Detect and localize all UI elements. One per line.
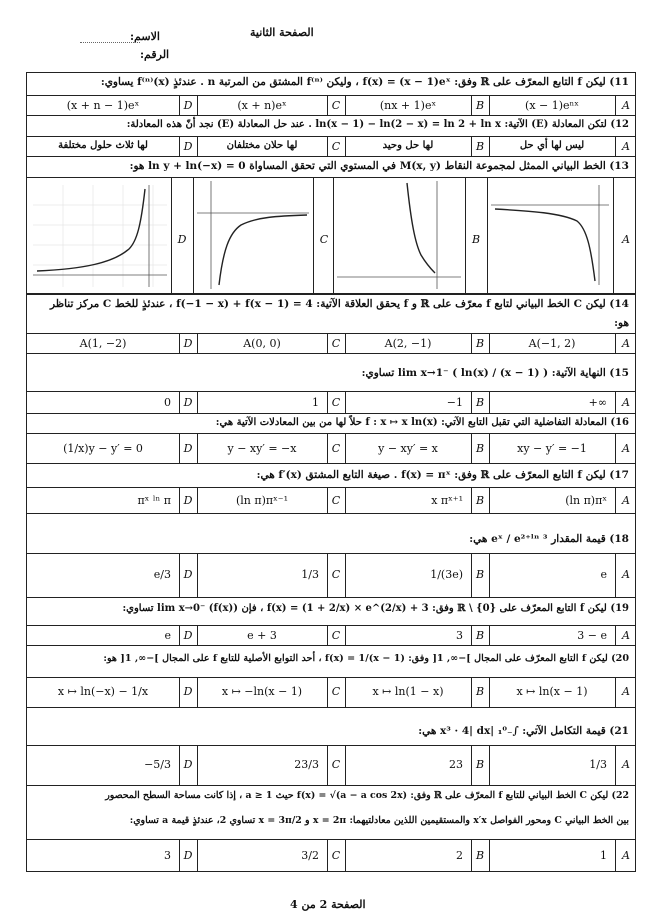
q14-option-a[interactable]: A(−1, 2) <box>528 337 576 350</box>
q14-letter-a: A <box>622 337 630 350</box>
q18-text: 18) قيمة المقدار eˣ / e²⁺ˡⁿ ³ هي: <box>469 533 629 545</box>
q21-option-a[interactable]: 1/3 <box>589 758 607 771</box>
page-title: الصفحة الثانية <box>250 26 314 39</box>
q15-letter-d: D <box>183 396 193 409</box>
q16-option-d[interactable]: (1/x)y − y′ = 0 <box>63 442 143 455</box>
q16-option-c[interactable]: y − xy′ = −x <box>227 442 297 455</box>
q13-letter-c: C <box>319 233 329 246</box>
q11-letter-b: B <box>475 99 485 112</box>
q12-option-b[interactable]: لها حل وحيد <box>382 140 434 151</box>
q18-letter-d: D <box>183 568 193 581</box>
q18-letter-b: B <box>475 568 485 581</box>
q13-text: 13) الخط البياني الممثل لمجموعة النقاط M(x, y) في المستوي التي تحقق المساواة ln y + ln(−x) = 0 هو: <box>129 160 629 172</box>
q17-option-d[interactable]: πˣ ˡⁿ π <box>137 494 171 507</box>
q13-graph-d[interactable] <box>33 185 167 287</box>
q15-letter-a: A <box>622 396 630 409</box>
q21-text: 21) قيمة التكامل الآتي: ∫₋₁⁰ |x³ · 4| dx هي: <box>418 725 629 737</box>
q11-letter-c: C <box>331 99 341 112</box>
q12-letter-c: C <box>331 140 341 153</box>
q19-option-c[interactable]: e + 3 <box>247 629 277 642</box>
q11-option-c[interactable]: (x + n)eˣ <box>237 99 287 112</box>
q12-letter-a: A <box>622 140 630 153</box>
q11-letter-d: D <box>183 99 193 112</box>
q18-option-a[interactable]: e <box>600 568 607 581</box>
q15-text: 15) النهاية الآتية: lim x→1⁻ ( ln(x) / (x − 1) ) تساوي: <box>361 367 629 379</box>
q14-option-c[interactable]: A(0, 0) <box>243 337 281 350</box>
q13-graph-a[interactable] <box>491 185 609 285</box>
q12-option-a[interactable]: ليس لها أي حل <box>519 140 585 151</box>
q17-letter-a: A <box>622 494 630 507</box>
q17-option-a[interactable]: (ln π)πˣ <box>565 494 607 507</box>
questions-11-13 <box>26 72 636 294</box>
q13-letter-a: A <box>622 233 630 246</box>
q18-option-d[interactable]: e/3 <box>153 568 171 581</box>
q20-letter-a: A <box>622 685 630 698</box>
q19-letter-d: D <box>183 629 193 642</box>
q14-letter-b: B <box>475 337 485 350</box>
q12-letter-b: B <box>475 140 485 153</box>
q13-graph-c[interactable] <box>197 181 309 289</box>
q16-letter-c: C <box>331 442 341 455</box>
q15-letter-b: B <box>475 396 485 409</box>
q16-letter-d: D <box>183 442 193 455</box>
q21-letter-a: A <box>622 758 630 771</box>
q19-option-b[interactable]: 3 <box>456 629 463 642</box>
q18-option-b[interactable]: 1/(3e) <box>430 568 463 581</box>
q21-option-c[interactable]: 23/3 <box>294 758 319 771</box>
q22-letter-a: A <box>622 849 630 862</box>
q19-letter-c: C <box>331 629 341 642</box>
q17-option-c[interactable]: (ln π)πˣ⁻¹ <box>235 494 289 507</box>
q22-letter-b: B <box>475 849 485 862</box>
q13-graph-b[interactable] <box>337 181 461 289</box>
q12-letter-d: D <box>183 140 193 153</box>
q22-option-d[interactable]: 3 <box>164 849 171 862</box>
q21-option-d[interactable]: −5/3 <box>144 758 171 771</box>
q12-text: 12) لتكن المعادلة (E) الآتية: ln(x − 1) − ln(2 − x) = ln 2 + ln x . عند حل المعادلة (E) نجد أنّ هذه المعادلة: <box>126 119 629 130</box>
q16-option-a[interactable]: xy − y′ = −1 <box>517 442 587 455</box>
q22-text-2: بين الخط البياني C ومحور الفواصل x′x والمستقيمين اللذين معادلتيهما: x = 2π و x = 3π/2 تساوي 2، عندئذٍ قيمة a تساوي: <box>129 815 629 826</box>
q12-option-c[interactable]: لها حلان مختلفان <box>226 140 298 151</box>
q11-text: 11) ليكن f التابع المعرّف على ℝ وفق: f(x) = (x − 1)eˣ ، وليكن f⁽ⁿ⁾ المشتق من المرتبة n . عندئذٍ f⁽ⁿ⁾(x) يساوي: <box>100 76 629 88</box>
q14-text: 14) ليكن C الخط البياني لتابع f معرّف على ℝ و f يحقق العلاقة الآتية: f(−1 − x) + f(x − 1) = 4 ، عندئذٍ للخط C مركز تناظر <box>49 298 629 310</box>
q20-letter-b: B <box>475 685 485 698</box>
q20-option-d[interactable]: x ↦ ln(−x) − 1/x <box>57 685 149 698</box>
q11-option-a[interactable]: (x − 1)eⁿˣ <box>525 99 579 112</box>
q20-option-a[interactable]: x ↦ ln(x − 1) <box>516 685 588 698</box>
q18-letter-c: C <box>331 568 341 581</box>
q15-option-a[interactable]: +∞ <box>588 396 607 409</box>
q17-letter-b: B <box>475 494 485 507</box>
q20-option-c[interactable]: x ↦ −ln(x − 1) <box>221 685 303 698</box>
q19-text: 19) ليكن f التابع المعرّف على ℝ \ {0} وفق: f(x) = (1 + 2/x) × e^(2/x) + 3 ، فإن lim x→0⁻ (f(x)) تساوي: <box>122 603 629 614</box>
q15-option-b[interactable]: −1 <box>446 396 463 409</box>
q20-letter-c: C <box>331 685 341 698</box>
q22-option-c[interactable]: 3/2 <box>301 849 319 862</box>
q13-letter-b: B <box>471 233 481 246</box>
q17-letter-c: C <box>331 494 341 507</box>
q18-option-c[interactable]: 1/3 <box>301 568 319 581</box>
q21-letter-b: B <box>475 758 485 771</box>
q14-letter-c: C <box>331 337 341 350</box>
q22-letter-c: C <box>331 849 341 862</box>
q11-option-d[interactable]: (x + n − 1)eˣ <box>66 99 140 112</box>
q21-option-b[interactable]: 23 <box>449 758 463 771</box>
q13-letter-d: D <box>177 233 187 246</box>
q16-text: 16) المعادلة التفاضلية التي تقبل التابع الآتي: f : x ↦ x ln(x) حلاً لها من بين المعادلات الآتية هي: <box>215 417 629 428</box>
q18-letter-a: A <box>622 568 630 581</box>
q16-letter-b: B <box>475 442 485 455</box>
q22-letter-d: D <box>183 849 193 862</box>
q15-letter-c: C <box>331 396 341 409</box>
q22-text: 22) ليكن C الخط البياني للتابع f المعرّف على ℝ وفق: f(x) = √(a − a cos 2x) حيث a ≥ 1 ، إذا كانت مساحة السطح المحصور <box>105 790 629 801</box>
q22-option-a[interactable]: 1 <box>600 849 607 862</box>
questions-14-22 <box>26 294 636 872</box>
q19-option-a[interactable]: 3 − e <box>577 629 607 642</box>
page-number: الصفحة 2 من 4 <box>290 898 366 911</box>
q19-letter-a: A <box>622 629 630 642</box>
q20-letter-d: D <box>183 685 193 698</box>
q21-letter-c: C <box>331 758 341 771</box>
q11-letter-a: A <box>622 99 630 112</box>
number-label: الرقم: <box>140 48 170 61</box>
q15-option-c[interactable]: 1 <box>312 396 319 409</box>
q17-letter-d: D <box>183 494 193 507</box>
q22-option-b[interactable]: 2 <box>456 849 463 862</box>
q20-text: 20) ليكن f التابع المعرّف على المجال ]−∞, 1[ وفق: f(x) = 1/(x − 1) ، أحد التوابع الأصلية للتابع f على المجال ]−∞, 1[ هو: <box>103 653 629 664</box>
name-line <box>80 42 140 43</box>
q14-option-b[interactable]: A(2, −1) <box>384 337 432 350</box>
q17-text: 17) ليكن f التابع المعرّف على ℝ وفق: f(x) = πˣ . صيغة التابع المشتق f′(x) هي: <box>256 469 629 481</box>
q16-option-b[interactable]: y − xy′ = x <box>378 442 438 455</box>
q14-option-d[interactable]: A(1, −2) <box>79 337 127 350</box>
q14-letter-d: D <box>183 337 193 350</box>
q17-option-b[interactable]: x πˣ⁺¹ <box>431 494 463 507</box>
q16-letter-a: A <box>622 442 630 455</box>
q15-option-d[interactable]: 0 <box>164 396 171 409</box>
q11-option-b[interactable]: (nx + 1)eˣ <box>379 99 437 112</box>
name-label: الاسم: <box>130 30 160 43</box>
q19-option-d[interactable]: e <box>164 629 171 642</box>
q21-letter-d: D <box>183 758 193 771</box>
q12-option-d[interactable]: لها ثلاث حلول مختلفة <box>58 140 148 151</box>
q19-letter-b: B <box>475 629 485 642</box>
q20-option-b[interactable]: x ↦ ln(1 − x) <box>372 685 444 698</box>
q14-text-2: هو: <box>614 317 629 329</box>
